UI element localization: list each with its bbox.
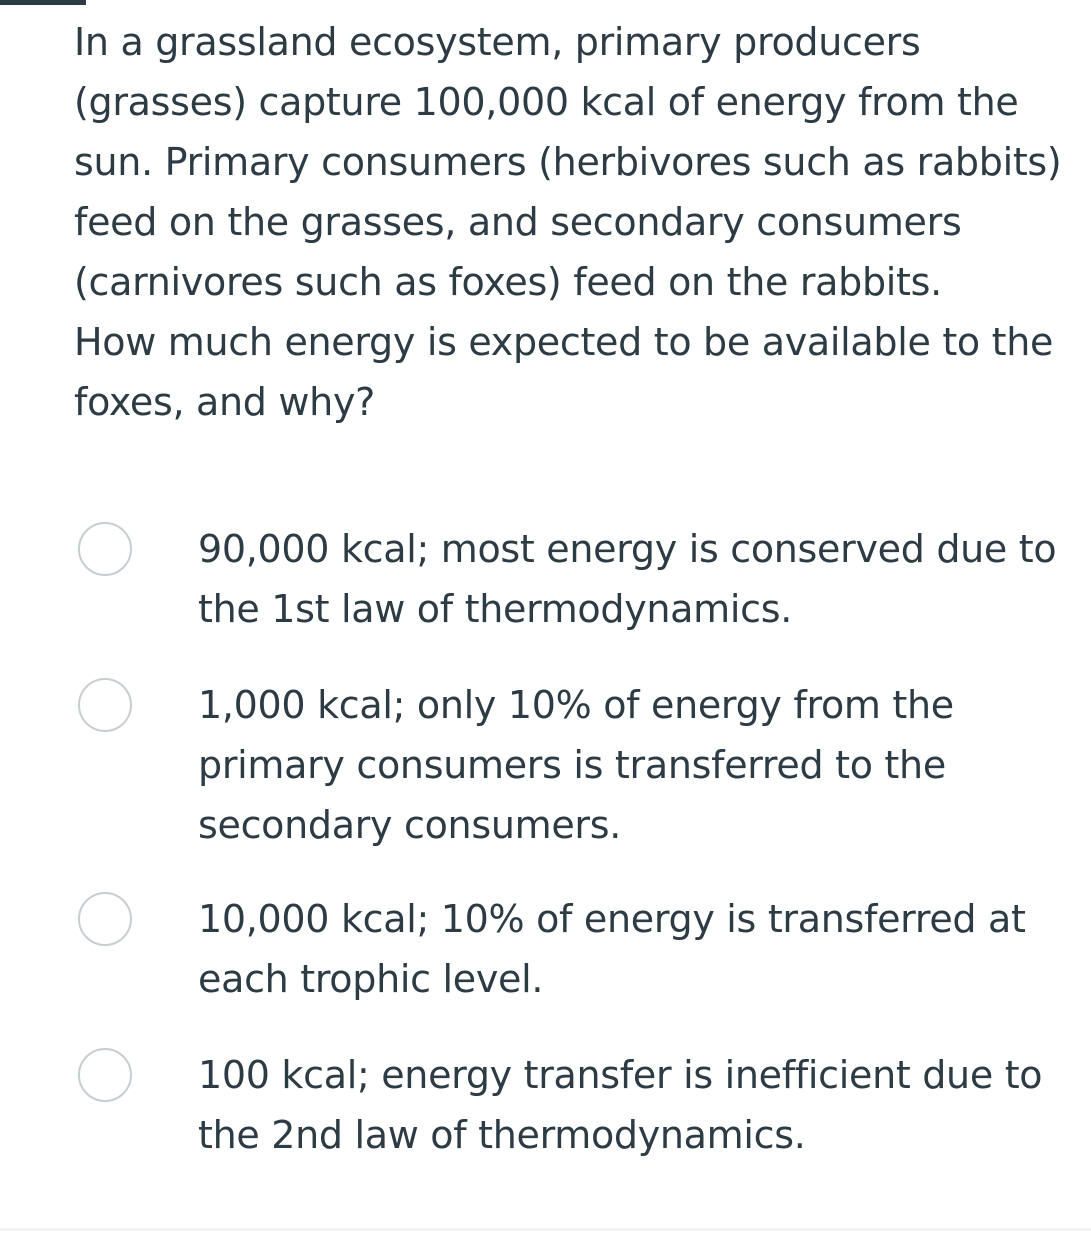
question-block xyxy=(74,12,1084,432)
radio-button-option-4[interactable] xyxy=(78,1048,132,1102)
radio-button-option-1[interactable] xyxy=(78,522,132,576)
answer-option-4-label[interactable]: 100 kcal; energy transfer is inefficient due to the 2nd law of thermodynamics. xyxy=(198,1053,1043,1157)
radio-button-option-2[interactable] xyxy=(78,678,132,732)
bottom-divider xyxy=(0,1228,1091,1231)
top-accent-bar xyxy=(0,0,86,5)
answer-option-1-label[interactable]: 90,000 kcal; most energy is conserved due to the 1st law of thermodynamics. xyxy=(198,527,1057,631)
question-prompt: How much energy is expected to be available to the foxes, and why? xyxy=(74,320,1054,424)
question-stem: In a grassland ecosystem, primary producers (grasses) capture 100,000 kcal of energy from the sun. Primary consumers (herbivores such as rabbits) feed on the grasses, and secondary consumers (carnivores such as foxes) feed on the rabbits. xyxy=(74,20,1062,304)
answer-option-3-label[interactable]: 10,000 kcal; 10% of energy is transferred at each trophic level. xyxy=(198,897,1026,1001)
radio-button-option-3[interactable] xyxy=(78,892,132,946)
answer-option-2-label[interactable]: 1,000 kcal; only 10% of energy from the primary consumers is transferred to the secondary consumers. xyxy=(198,683,954,847)
